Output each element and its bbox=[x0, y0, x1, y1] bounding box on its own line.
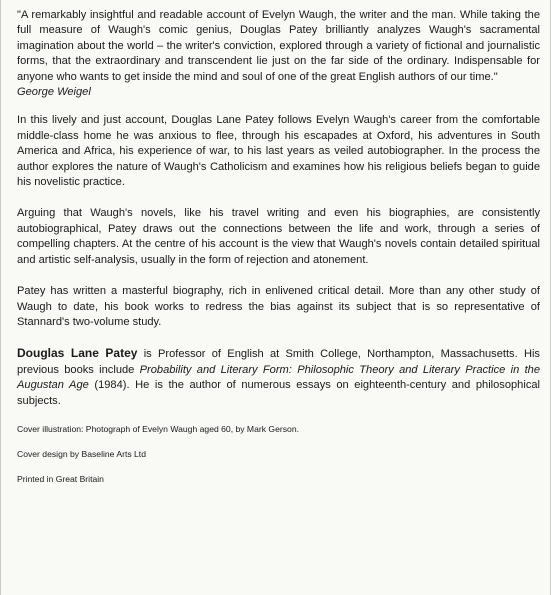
author-bio-text-1: is Professor of English at Smith College, Northampton, Massachusetts. His previous books include bbox=[17, 348, 540, 376]
cover-illustration-credit: Cover illustration: Photograph of Evelyn Waugh aged 60, by Mark Gerson. bbox=[17, 423, 299, 434]
cover-design-credit: Cover design by Baseline Arts Ltd bbox=[17, 448, 146, 459]
review-quote bbox=[17, 8, 540, 100]
review-quote-text: "A remarkably insightful and readable account of Evelyn Waugh, the writer and the man. While taking the full measure of Waugh's comic genius, Douglas Patey brilliantly analyzes Waugh's sacramental imagination about the world – the writer's conviction, explored through a variety of fictional and journalistic forms, that the extraordinary and transcendent lie just on the far side of the ordinary. Indispensable for anyone who wants to get inside the mind and soul of one of the great English authors of our time." bbox=[17, 9, 540, 83]
printed-in-credit: Printed in Great Britain bbox=[17, 473, 104, 484]
back-cover-text bbox=[17, 8, 540, 498]
description-paragraph-3: Patey has written a masterful biography, rich in enlivened critical detail. More than any other study of Waugh to date, his book works to redress the bias against its subject that is so representative of Stannard's two-volume study. bbox=[17, 285, 540, 328]
previous-book-title: Probability and Literary Form: Philosophic Theory and Literary Practice in the Augustan Age bbox=[17, 363, 541, 392]
author-bio bbox=[17, 346, 540, 409]
review-attribution: George Weigel bbox=[17, 86, 91, 99]
author-name: Douglas Lane Patey bbox=[17, 346, 138, 361]
author-bio-text-2: (1984). He is the author of numerous essays on eighteenth-century and philosophical subjects. bbox=[17, 379, 540, 407]
description-paragraph-1: In this lively and just account, Douglas Lane Patey follows Evelyn Waugh's career from the comfortable middle-class home he was anxious to flee, through his escapades at Oxford, his adventures in South America and Africa, his experience of war, to his last years as veiled autobiographer. In the process the author explores the nature of Waugh's Catholicism and examines how his religious beliefs began to guide his novelistic practice. bbox=[17, 114, 540, 189]
description-paragraph-2: Arguing that Waugh's novels, like his travel writing and even his biographies, are consistently autobiographical, Patey draws out the connections between the life and work, through a series of compelling chapters. At the centre of his account is the view that Waugh's novels contain detailed spiritual and artistic self-analysis, usually in the form of rejection and atonement. bbox=[17, 207, 540, 266]
